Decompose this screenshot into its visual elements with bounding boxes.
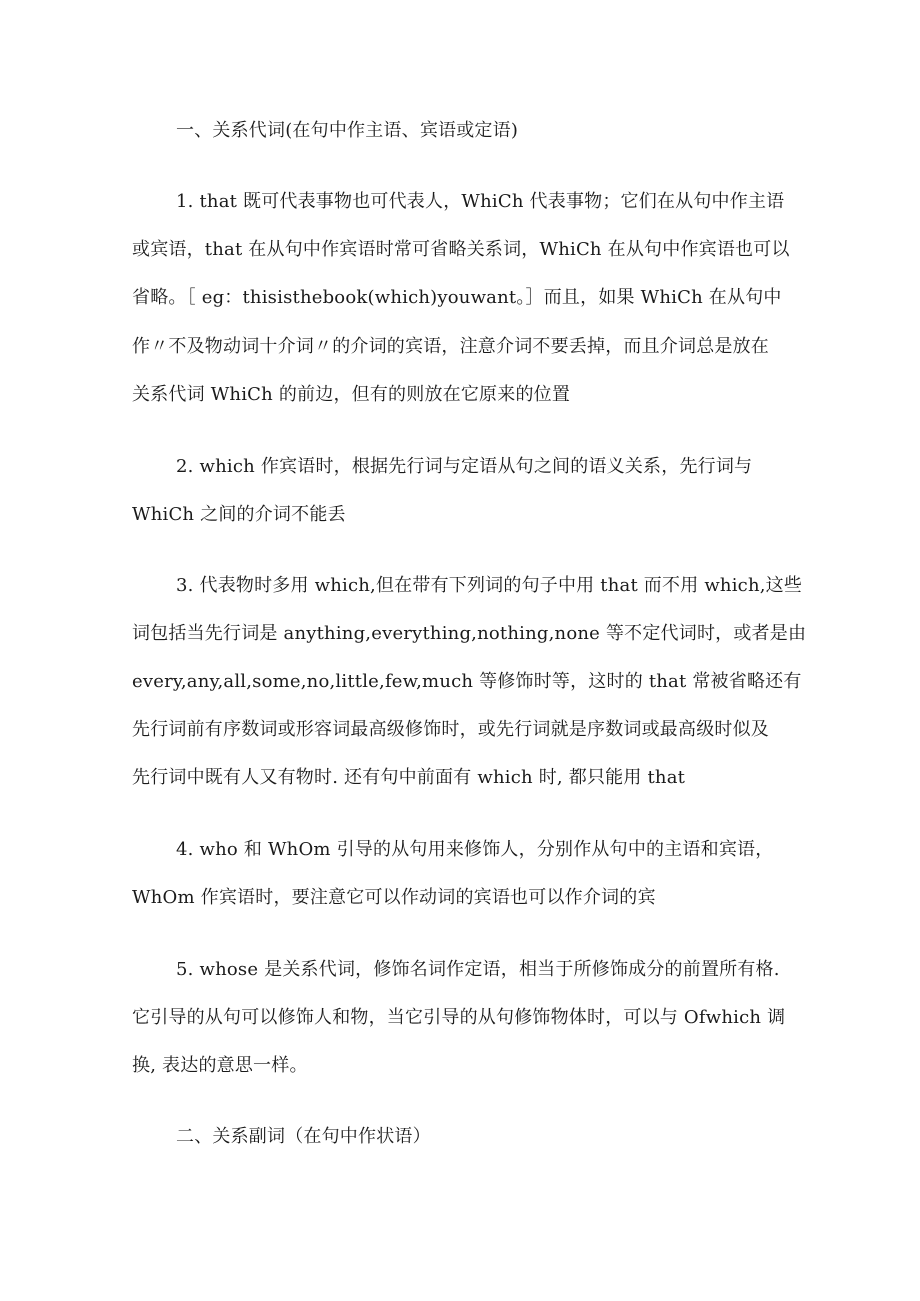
item-5-line-2: 它引导的从句可以修饰人和物，当它引导的从句修饰物体时，可以与 Ofwhich 调 bbox=[132, 1007, 786, 1028]
item-2-line-1: 2. which 作宾语时，根据先行词与定语从句之间的语义关系，先行词与 bbox=[176, 456, 753, 477]
item-3-line-3: every,any,all,some,no,little,few,much 等修饰时等，这时的 that 常被省略还有 bbox=[132, 671, 802, 692]
item-3-line-5: 先行词中既有人又有物时. 还有句中前面有 which 时, 都只能用 that bbox=[132, 767, 686, 788]
item-5-line-3: 换, 表达的意思一样。 bbox=[132, 1055, 308, 1076]
item-1-line-1: 1. that 既可代表事物也可代表人，WhiCh 代表事物；它们在从句中作主语 bbox=[176, 191, 785, 212]
section-heading-relative-adverbs: 二、关系副词（在句中作状语） bbox=[176, 1126, 431, 1147]
section-heading-relative-pronouns: 一、关系代词(在句中作主语、宾语或定语) bbox=[176, 120, 519, 141]
item-5-line-1: 5. whose 是关系代词，修饰名词作定语，相当于所修饰成分的前置所有格. bbox=[176, 959, 780, 980]
item-4-line-1: 4. who 和 WhOm 引导的从句用来修饰人，分别作从句中的主语和宾语， bbox=[176, 839, 774, 860]
item-1-line-5: 关系代词 WhiCh 的前边，但有的则放在它原来的位置 bbox=[132, 384, 571, 405]
item-4-line-2: WhOm 作宾语时，要注意它可以作动词的宾语也可以作介词的宾 bbox=[132, 887, 656, 908]
item-1-line-4: 作〃不及物动词十介词〃的介词的宾语，注意介词不要丢掉，而且介词总是放在 bbox=[132, 336, 769, 357]
item-1-line-3: 省略。［ eg：thisisthebook(which)youwant。］而且，如果 WhiCh 在从句中 bbox=[132, 287, 782, 308]
item-3-line-1: 3. 代表物时多用 which,但在带有下列词的句子中用 that 而不用 which,这些 bbox=[176, 575, 803, 596]
item-3-line-4: 先行词前有序数词或形容词最高级修饰时，或先行词就是序数词或最高级时似及 bbox=[132, 719, 769, 740]
item-3-line-2: 词包括当先行词是 anything,everything,nothing,none 等不定代词时，或者是由 bbox=[132, 623, 807, 644]
item-1-line-2: 或宾语，that 在从句中作宾语时常可省略关系词，WhiCh 在从句中作宾语也可以 bbox=[132, 239, 790, 260]
item-2-line-2: WhiCh 之间的介词不能丢 bbox=[132, 504, 346, 525]
